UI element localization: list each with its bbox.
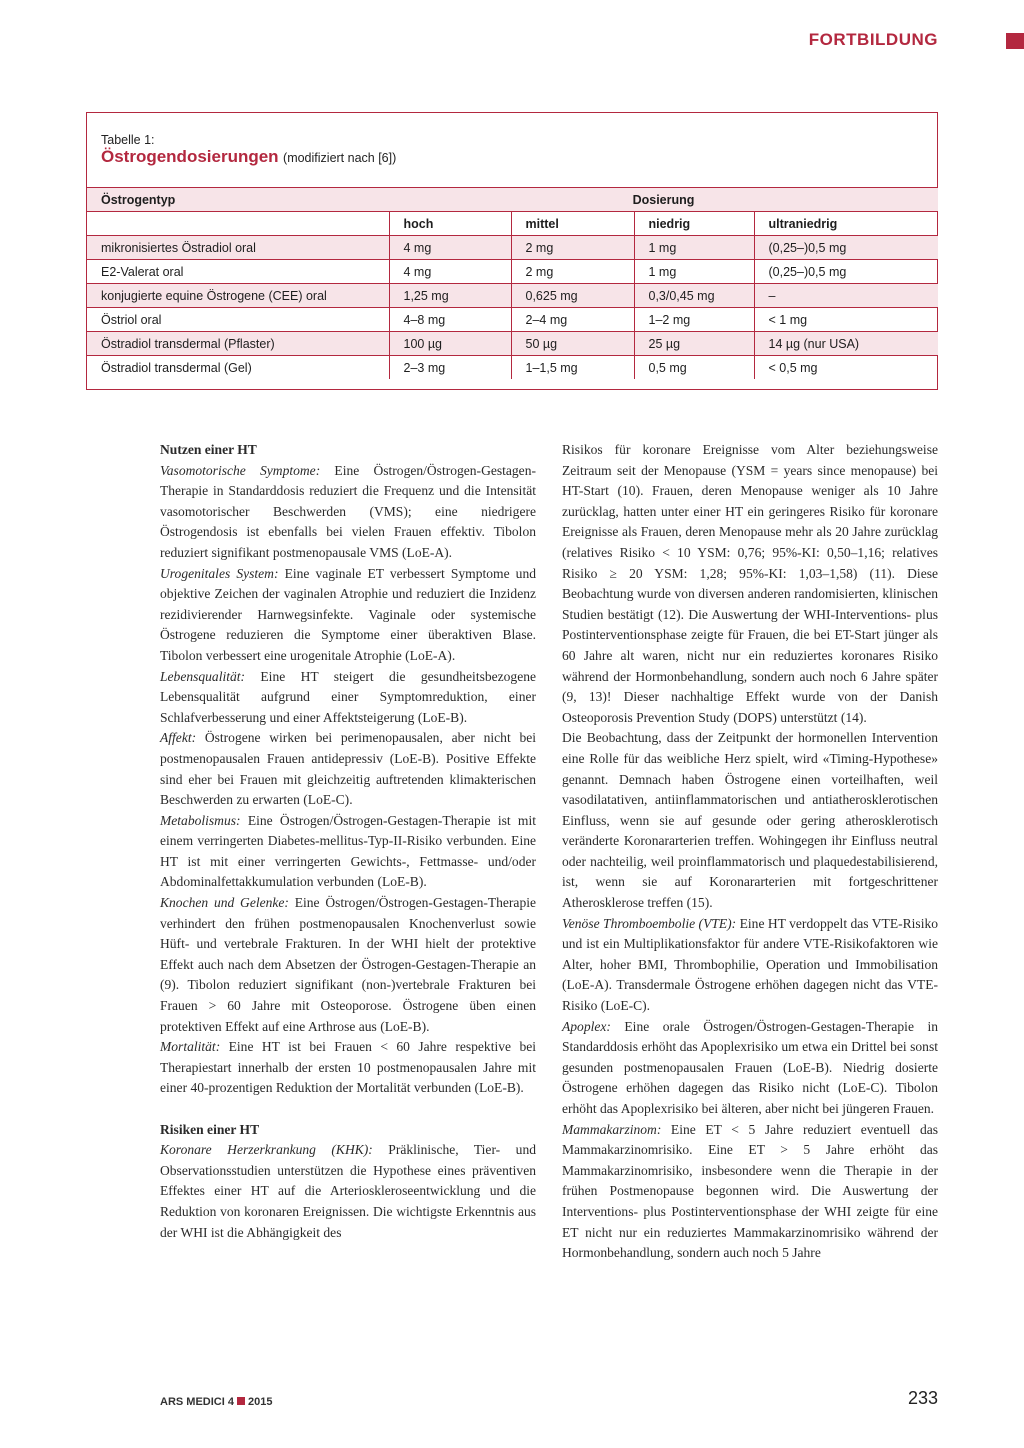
body-paragraph [562, 914, 938, 1017]
body-paragraph [160, 461, 536, 564]
body-paragraph [160, 564, 536, 667]
text-column-right [562, 440, 938, 1264]
table-cell-type: mikronisiertes Östradiol oral [87, 236, 389, 260]
table-cell-dose: < 0,5 mg [754, 356, 938, 380]
paragraph-text: Präklinische, Tier- und Observationsstudien unterstützen die Hypothese eines präventiven Effektes einer HT auf die Arterioskleroseentwicklung und die Reduktion von koronaren Ereignissen. Die wichtigste Erkenntnis aus der WHI ist die Abhängigkeit des [160, 1142, 536, 1240]
table-cell-dose: 2–4 mg [511, 308, 634, 332]
table-cell-dose: 0,3/0,45 mg [634, 284, 754, 308]
table-cell-type: Östradiol transdermal (Gel) [87, 356, 389, 380]
table-cell-dose: 4 mg [389, 260, 511, 284]
dosage-table [87, 187, 938, 379]
paragraph-lead-label: Metabolismus: [160, 812, 241, 828]
table-label: Tabelle 1: [101, 133, 155, 147]
section-label: FORTBILDUNG [808, 30, 938, 49]
table-cell-dose: 1–2 mg [634, 308, 754, 332]
table-row [87, 356, 938, 380]
section-marker-square [1006, 33, 1024, 49]
table-cell-dose: 0,625 mg [511, 284, 634, 308]
table-body [87, 236, 938, 380]
paragraph-lead-label: Affekt: [160, 730, 197, 746]
table-cell-dose: – [754, 284, 938, 308]
paragraph-text: Eine HT verdoppelt das VTE-Risiko und ist ein Multiplikationsfaktor für andere VTE-Risikofaktoren wie Alter, hoher BMI, Thrombophilie, Operation und Immobilisation (LoE-A). Transdermale Östrogene erhöhen dagegen nicht das VTE-Risiko (LoE-C). [562, 915, 938, 1014]
table-cell-dose: < 1 mg [754, 308, 938, 332]
table-cell-dose: 4 mg [389, 236, 511, 260]
table-cell-dose: 50 µg [511, 332, 634, 356]
section-heading: Risiken einer HT [160, 1121, 260, 1137]
table-subtitle: (modifiziert nach [6]) [283, 151, 397, 165]
body-paragraph [160, 1140, 536, 1243]
body-paragraph [562, 728, 938, 913]
table-row [87, 284, 938, 308]
body-paragraph [160, 811, 536, 893]
table-cell-dose: 1 mg [634, 260, 754, 284]
text-column-left [160, 440, 536, 1243]
table-header-row [87, 188, 938, 212]
col-header-type: Östrogentyp [87, 188, 389, 212]
subheader-hoch: hoch [389, 212, 511, 236]
paragraph-lead-label: Koronare Herzerkrankung (KHK): [160, 1142, 373, 1158]
table-cell-dose: (0,25–)0,5 mg [754, 260, 938, 284]
body-paragraph [160, 1037, 536, 1099]
paragraph-text: Risikos für koronare Ereignisse vom Alter beziehungsweise Zeitraum seit der Menopause (YSM = years since menopause) bei HT-Start (10). Frauen, deren Menopause weniger als 10 Jahre zurücklag, hatten unter einer HT ein geringeres Risiko für koronare Ereignisse als Frauen, deren Menopause mehr als 20 Jahre zurücklag (relatives Risiko < 10 YSM: 0,76; 95%-KI: 0,50–1,16; relatives Risiko ≥ 20 YSM: 1,28; 95%-KI: 1,03–1,58) (11). Diese Beobachtung wurde von diversen anderen randomisierten, klinischen Studien bestätigt (12). Die Auswertung der WHI-Interventions- plus Postinterventionsphase zeigte für Frauen, die bei ET-Start jünger als 60 Jahre alt waren, nicht nur ein reduziertes koronares Risiko während der Hormonbehandlung, sondern auch noch 6 Jahre später (9, 13)! Dieser nachhaltige Effekt wurde von der Danish Osteoporosis Prevention Study (DOPS) unterstützt (14). [562, 442, 938, 725]
table-row [87, 260, 938, 284]
table-cell-type: E2-Valerat oral [87, 260, 389, 284]
section-heading: Nutzen einer HT [160, 442, 257, 457]
body-paragraph [160, 728, 536, 810]
paragraph-text: Eine ET < 5 Jahre reduziert eventuell das Mammakarzinomrisiko. Eine ET > 5 Jahre erhöht das Mammakarzinomrisiko, insbesondere wenn die Therapie in der frühen Postmenopause begonnen wird. Die Auswertung der Interventions- plus Postinterventionsphase der WHI zeigte für eine ET nicht nur ein reduziertes Mammakarzinomrisiko während der Hormonbehandlung, sondern auch noch 5 Jahre [562, 1121, 938, 1261]
table-cell-dose: 2 mg [511, 236, 634, 260]
table-cell-dose: 2 mg [511, 260, 634, 284]
table-cell-dose: 100 µg [389, 332, 511, 356]
paragraph-gap [160, 1099, 536, 1120]
table-row [87, 332, 938, 356]
subheader-niedrig: niedrig [634, 212, 754, 236]
paragraph-lead-label: Venöse Thromboembolie (VTE): [562, 915, 737, 931]
page-number: 233 [907, 1388, 938, 1408]
paragraph-lead-label: Urogenitales System: [160, 565, 279, 581]
footer-journal-name: ARS MEDICI 4 [160, 1396, 234, 1408]
table-cell-dose: 1,25 mg [389, 284, 511, 308]
paragraph-text: Eine HT steigert die gesundheitsbezogene Lebensqualität aufgrund einer Symptomreduktion, einer Schlafverbesserung und einer Affektsteigerung (LoE-B). [160, 668, 536, 725]
paragraph-text: Die Beobachtung, dass der Zeitpunkt der hormonellen Intervention eine Rolle für das weibliche Herz spielt, wird «Timing-Hypothese» genannt. Demnach haben Östrogene einen vorteilhaften, weil vasodilatativen, antiinflammatorischen und antiatherosklerotischen Einfluss, wenn sie auf gesunde oder gering atherosklerotisch veränderte Koronararterien treffen. Wohingegen ihr Einfluss neutral oder nachteilig, weil proinflammatorisch und plaquedestabilisierend, ist, wenn sie auf Koronararterien mit fortgeschrittener Atherosklerose treffen (15). [562, 730, 938, 911]
table-caption [101, 133, 396, 167]
footer-square [237, 1397, 245, 1405]
subheader-mittel: mittel [511, 212, 634, 236]
table-cell-dose: 1 mg [634, 236, 754, 260]
footer-year: 2015 [247, 1396, 273, 1408]
paragraph-lead-label: Apoplex: [562, 1018, 611, 1034]
table-subheader-row [87, 212, 938, 236]
body-paragraph [562, 1017, 938, 1120]
body-paragraph [562, 1120, 938, 1264]
paragraph-text: Eine vaginale ET verbessert Symptome und objektive Zeichen der vaginalen Atrophie und reduziert die Inzidenz rezidivierender Harnwegsinfekte. Vaginale oder systemische Östrogene reduzieren die Symptome einer überaktiven Blase. Tibolon verbessert eine urogenitale Atrophie (LoE-A). [160, 565, 536, 663]
body-paragraph [562, 440, 938, 728]
paragraph-lead-label: Mammakarzinom: [562, 1121, 662, 1137]
table-row [87, 236, 938, 260]
table-cell-dose: 25 µg [634, 332, 754, 356]
body-paragraph [160, 667, 536, 729]
table-title: Östrogendosierungen [101, 147, 279, 166]
table-cell-dose: 2–3 mg [389, 356, 511, 380]
paragraph-text: Eine HT ist bei Frauen < 60 Jahre respektive bei Therapiestart innerhalb der ersten 10 postmenopausalen Jahre mit einer 40-prozentigen Reduktion der Mortalität verbunden (LoE-B). [160, 1039, 536, 1096]
table-cell-type: konjugierte equine Östrogene (CEE) oral [87, 284, 389, 308]
subheader-empty [87, 212, 389, 236]
table-cell-dose: 0,5 mg [634, 356, 754, 380]
footer-journal [160, 1396, 272, 1408]
paragraph-text: Eine Östrogen/Östrogen-Gestagen-Therapie ist mit einem verringerten Diabetes-mellitus-Typ-II-Risiko verbunden. Eine HT ist mit einer verringerten Gewichts-, Fettmasse- und/oder Abdominalfettakkumulation verbunden (LoE-B). [160, 812, 536, 890]
body-paragraph [160, 893, 536, 1037]
table-cell-type: Östradiol transdermal (Pflaster) [87, 332, 389, 356]
table-cell-dose: (0,25–)0,5 mg [754, 236, 938, 260]
paragraph-text: Eine Östrogen/Östrogen-Gestagen-Therapie verhindert den frühen postmenopausalen Knochenverlust sowie Hüft- und vertebrale Frakturen. In der WHI hielt der protektive Effekt auch nach dem Absetzen der Östrogen-Gestagen-Therapie an (9). Tibolon reduziert signifikant (non-)vertebrale Frakturen bei Frauen > 60 Jahre mit Osteoporose. Östrogene üben einen protektiven Effekt auf eine Arthrose aus (LoE-B). [160, 895, 536, 1034]
paragraph-lead-label: Vasomotorische Symptome: [160, 462, 321, 478]
col-header-dosage: Dosierung [389, 188, 938, 212]
table-cell-dose: 1–1,5 mg [511, 356, 634, 380]
table-row [87, 308, 938, 332]
paragraph-text: Eine orale Östrogen/Östrogen-Gestagen-Therapie in Standarddosis erhöht das Apoplexrisiko um etwa ein Drittel bei sonst gesunden postmenopausalen Frauen (LoE-B). Niedrig dosierte Östrogene erhöhen dagegen das Risiko nicht (LoE-C). Tibolon erhöht das Apoplexrisiko bei älteren, aber nicht bei jüngeren Frauen. [562, 1018, 938, 1116]
paragraph-text: Östrogene wirken bei perimenopausalen, aber nicht bei postmenopausalen Frauen antidepressiv (LoE-B). Positive Effekte sind eher bei Frauen mit gleichzeitig auftretenden klimakterischen Beschwerden zu erwarten (LoE-C). [160, 730, 536, 808]
paragraph-lead-label: Lebensqualität: [160, 668, 246, 684]
dosage-table-box [86, 112, 938, 390]
paragraph-lead-label: Mortalität: [160, 1039, 221, 1055]
subheader-ultraniedrig: ultraniedrig [754, 212, 938, 236]
table-cell-dose: 4–8 mg [389, 308, 511, 332]
paragraph-lead-label: Knochen und Gelenke: [160, 895, 289, 911]
paragraph-text: Eine Östrogen/Östrogen-Gestagen-Therapie in Standarddosis reduziert die Frequenz und die Intensität vasomotorischer Beschwerden (VMS); eine niedrigere Östrogendosis ist ebenfalls bei vielen Frauen effektiv. Tibolon reduziert signifikant postmenopausale VMS (LoE-A). [160, 462, 536, 560]
table-cell-type: Östriol oral [87, 308, 389, 332]
table-cell-dose: 14 µg (nur USA) [754, 332, 938, 356]
